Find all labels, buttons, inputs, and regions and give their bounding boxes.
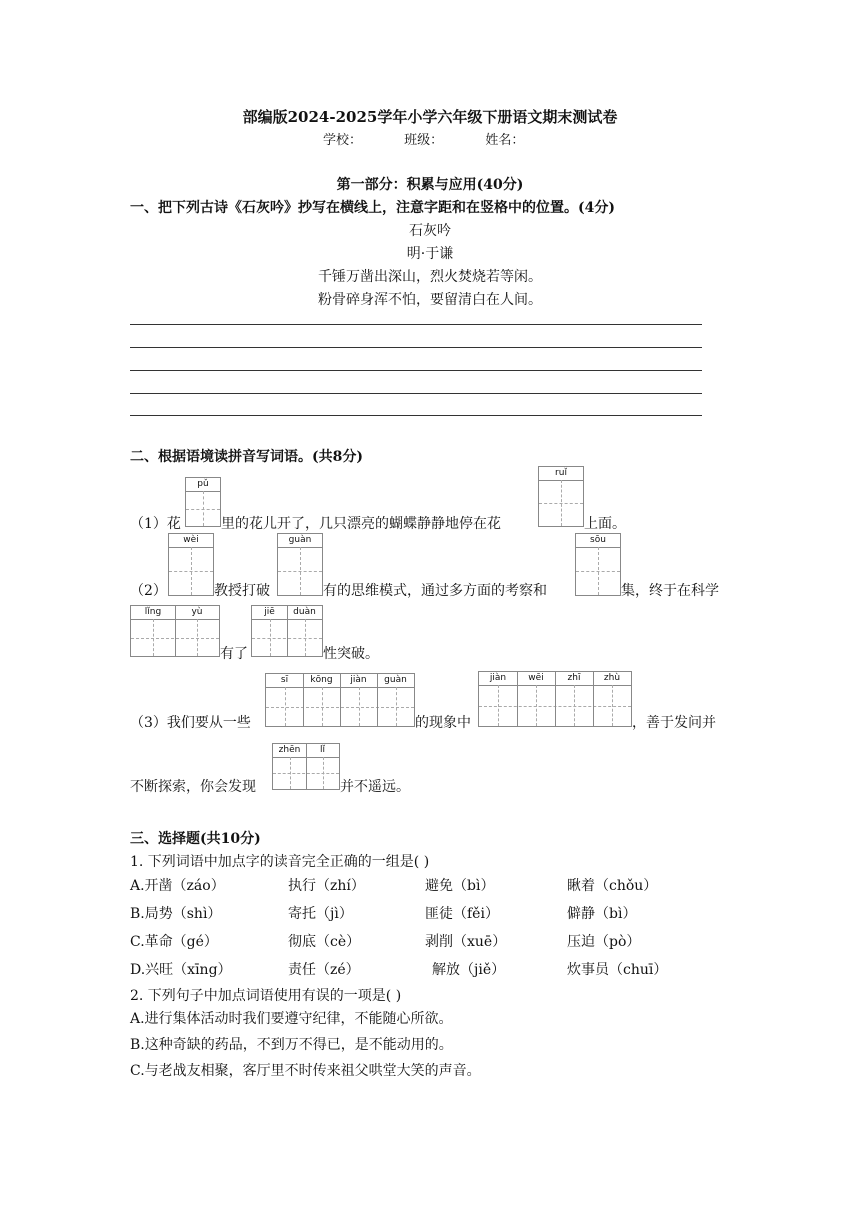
- writing-line[interactable]: [130, 415, 702, 416]
- option-c-1[interactable]: C.革命（gé）: [130, 934, 218, 950]
- grid-guide-line: [300, 547, 301, 595]
- poem-title: 石灰吟: [409, 223, 451, 239]
- pinyin-label: yù: [191, 607, 203, 617]
- q2-text-e: 有了: [220, 646, 248, 662]
- grid-guide-line: [290, 757, 291, 789]
- grid-guide-line: [191, 547, 192, 595]
- q3-text-a: （3）我们要从一些: [130, 715, 251, 731]
- pinyin-grid[interactable]: [251, 605, 323, 657]
- pinyin-label: sī: [280, 675, 289, 685]
- grid-guide-line: [322, 687, 323, 726]
- grid-cell-divider: [340, 674, 341, 726]
- pinyin-label: jiē: [264, 607, 275, 617]
- option-d-1[interactable]: D.兴旺（xīng）: [130, 962, 232, 978]
- option-d-2: 责任（zé）: [288, 962, 360, 978]
- q2-text-d: 集，终于在科学: [621, 583, 719, 599]
- page-title: 部编版2024-2025学年小学六年级下册语文期末测试卷: [242, 108, 618, 126]
- q3-text-e: 并不遥远。: [340, 779, 410, 795]
- option-b-1[interactable]: B.局势（shì）: [130, 906, 222, 922]
- school-label: 学校：: [323, 133, 363, 148]
- option-b-3: 匪徒（fěi）: [425, 906, 499, 922]
- grid-guide-line: [203, 491, 204, 526]
- option-2b[interactable]: B.这种奇缺的药品，不到万不得已，是不能动用的。: [130, 1037, 453, 1053]
- poem-author: 明·于谦: [406, 246, 454, 262]
- pinyin-grid[interactable]: [130, 605, 220, 657]
- pinyin-grid[interactable]: [185, 477, 221, 527]
- pinyin-label: lǐ: [319, 745, 325, 755]
- q3-text-d: 不断探索，你会发现: [130, 779, 256, 795]
- option-2a[interactable]: A.进行集体活动时我们要遵守纪律，不能随心所欲。: [130, 1011, 453, 1027]
- option-b-4: 僻静（bì）: [567, 906, 637, 922]
- q2-text-f: 性突破。: [323, 646, 379, 662]
- grid-cell-divider: [175, 606, 176, 656]
- pinyin-label: pǔ: [197, 479, 209, 489]
- poem-line-1: 千锤万凿出深山，烈火焚烧若等闲。: [318, 269, 542, 285]
- q3-text-b: 的现象中: [415, 715, 471, 731]
- pinyin-label: lǐng: [144, 607, 162, 617]
- pinyin-label: duàn: [293, 607, 316, 617]
- option-c-4: 压迫（pò）: [567, 934, 641, 950]
- grid-cell-divider: [555, 672, 556, 726]
- pinyin-grid[interactable]: [478, 671, 632, 727]
- pinyin-grid[interactable]: [575, 533, 621, 596]
- grid-guide-line: [598, 547, 599, 595]
- grid-cell-divider: [593, 672, 594, 726]
- option-b-2: 寄托（jì）: [288, 906, 353, 922]
- option-c-3: 剥削（xuē）: [425, 934, 507, 950]
- grid-guide-line: [574, 685, 575, 726]
- grid-guide-line: [153, 619, 154, 656]
- pinyin-label: wèi: [183, 535, 199, 545]
- pinyin-grid[interactable]: [277, 533, 323, 596]
- grid-cell-divider: [287, 606, 288, 656]
- grid-guide-line: [285, 687, 286, 726]
- q1-text-c: 上面。: [584, 516, 626, 532]
- option-c-2: 彻底（cè）: [288, 934, 361, 950]
- section1-title: 一、把下列古诗《石灰吟》抄写在横线上，注意字距和在竖格中的位置。(4分): [130, 200, 615, 216]
- section3-title: 三、选择题(共10分): [130, 831, 261, 847]
- q2-text-c: 有的思维模式，通过多方面的考察和: [323, 583, 547, 599]
- q3-text-c: ，善于发问并: [632, 715, 716, 731]
- writing-line[interactable]: [130, 324, 702, 325]
- part1-title: 第一部分：积累与应用(40分): [336, 177, 524, 193]
- grid-guide-line: [612, 685, 613, 726]
- pinyin-grid[interactable]: [265, 673, 415, 727]
- grid-guide-line: [197, 619, 198, 656]
- pinyin-grid[interactable]: [272, 743, 340, 790]
- grid-cell-divider: [377, 674, 378, 726]
- writing-line[interactable]: [130, 370, 702, 371]
- grid-guide-line: [396, 687, 397, 726]
- option-a-2: 执行（zhí）: [288, 878, 365, 894]
- grid-guide-line: [536, 685, 537, 726]
- class-label: 班级：: [404, 133, 444, 148]
- q1-text-b: 里的花儿开了，几只漂亮的蝴蝶静静地停在花: [221, 516, 501, 532]
- pinyin-label: wēi: [528, 673, 544, 683]
- poem-line-2: 粉骨碎身浑不怕，要留清白在人间。: [318, 292, 542, 308]
- pinyin-label: jiàn: [489, 673, 507, 683]
- pinyin-label: zhù: [603, 673, 621, 683]
- grid-cell-divider: [303, 674, 304, 726]
- section2-title: 二、根据语境读拼音写词语。(共8分): [130, 449, 363, 465]
- pinyin-label: guàn: [384, 675, 407, 685]
- grid-guide-line: [561, 480, 562, 526]
- writing-line[interactable]: [130, 347, 702, 348]
- grid-guide-line: [323, 757, 324, 789]
- writing-line[interactable]: [130, 393, 702, 394]
- grid-cell-divider: [306, 744, 307, 789]
- q2-text-b: 教授打破: [214, 583, 270, 599]
- option-d-4: 炊事员（chuī）: [567, 962, 668, 978]
- option-a-3: 避免（bì）: [425, 878, 495, 894]
- option-d-3: 解放（jiě）: [432, 962, 506, 978]
- option-2c[interactable]: C.与老战友相聚，客厅里不时传来祖父哄堂大笑的声音。: [130, 1063, 481, 1079]
- choice-q1: 1. 下列词语中加点字的读音完全正确的一组是( ): [130, 854, 430, 870]
- grid-guide-line: [498, 685, 499, 726]
- pinyin-grid[interactable]: [168, 533, 214, 596]
- pinyin-label: sōu: [590, 535, 606, 545]
- q2-text-a: （2）: [130, 583, 167, 599]
- option-a-1[interactable]: A.开凿（záo）: [130, 878, 225, 894]
- pinyin-grid[interactable]: [538, 466, 584, 527]
- student-info: [323, 129, 562, 148]
- q1-text-a: （1）花: [130, 516, 181, 532]
- grid-guide-line: [359, 687, 360, 726]
- grid-guide-line: [270, 619, 271, 656]
- grid-cell-divider: [517, 672, 518, 726]
- pinyin-label: kōng: [310, 675, 333, 685]
- option-a-4: 瞅着（chǒu）: [567, 878, 658, 894]
- pinyin-label: guàn: [288, 535, 312, 545]
- grid-guide-line: [305, 619, 306, 656]
- pinyin-label: ruǐ: [555, 468, 567, 478]
- pinyin-label: zhī: [567, 673, 581, 683]
- name-label: 姓名：: [485, 133, 525, 148]
- pinyin-label: zhēn: [278, 745, 301, 755]
- pinyin-label: jiàn: [350, 675, 367, 685]
- choice-q2: 2. 下列句子中加点词语使用有误的一项是( ): [130, 988, 402, 1004]
